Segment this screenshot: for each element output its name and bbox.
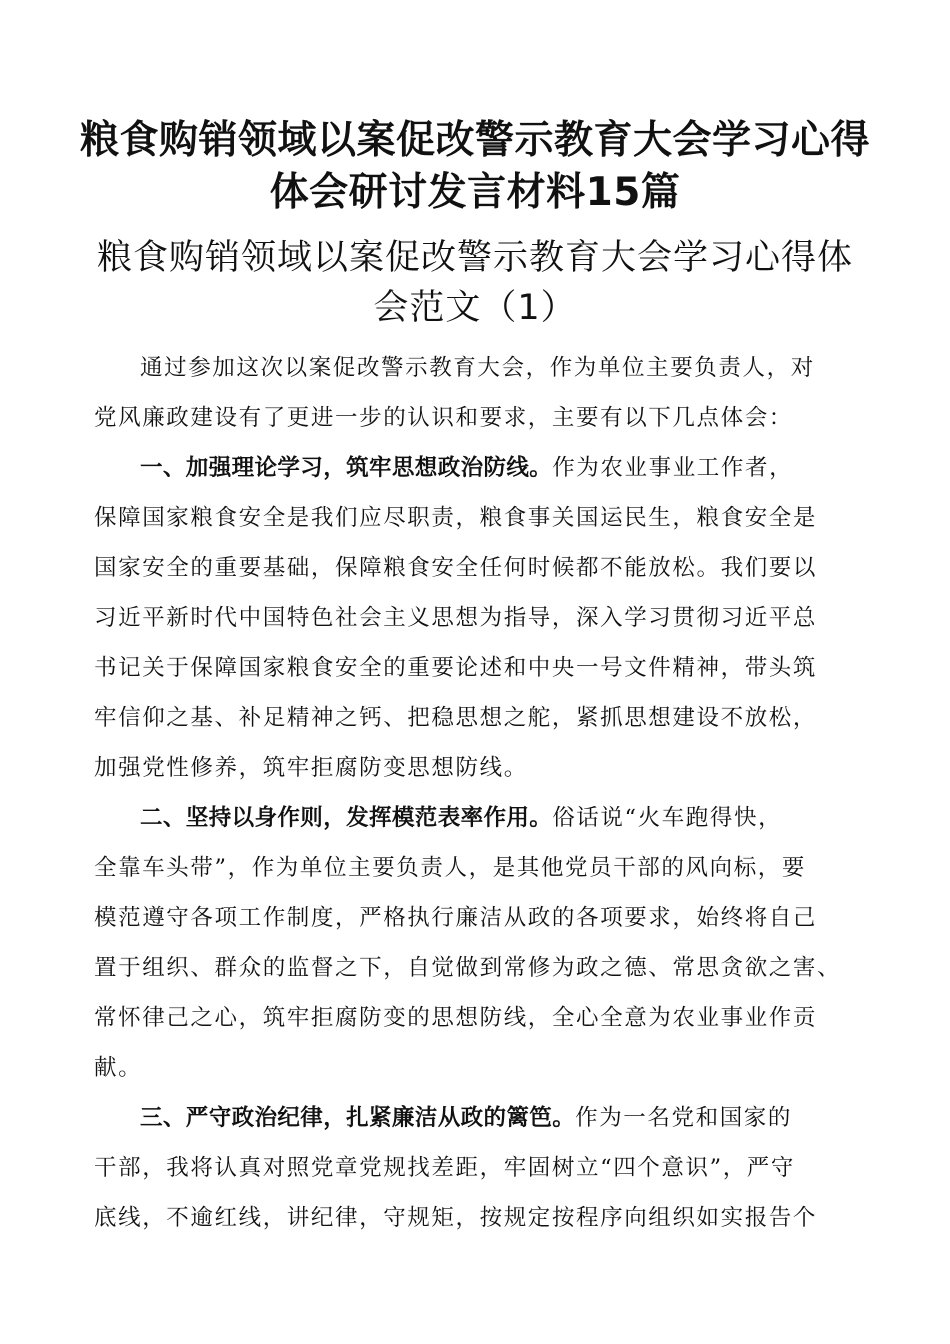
- point1-line-1: [140, 453, 884, 483]
- point2-line-6: 献。: [94, 1055, 143, 1081]
- point1-line-6: 牢信仰之基、补足精神之钙、把稳思想之舵，紧抓思想建设不放松，: [94, 705, 818, 731]
- point3-line-3: 底线，不逾红线，讲纪律，守规矩，按规定按程序向组织如实报告个: [94, 1205, 818, 1231]
- point1-line-2: 保障国家粮食安全是我们应尽职责，粮食事关国运民生，粮食安全是: [94, 505, 818, 531]
- point1-line-1-text: 作为农业事业工作者，: [552, 455, 794, 481]
- intro-line-2: 党风廉政建设有了更进一步的认识和要求，主要有以下几点体会：: [94, 405, 793, 431]
- point1-line-7: 加强党性修养，筑牢拒腐防变思想防线。: [94, 755, 528, 781]
- point2-line-5: 常怀律己之心，筑牢拒腐防变的思想防线，全心全意为农业事业作贡: [94, 1005, 818, 1031]
- point2-heading: 二、坚持以身作则，发挥模范表率作用。: [140, 805, 553, 831]
- point2-line-1-text: 俗话说“火车跑得快，: [552, 805, 783, 831]
- point2-line-1: [140, 803, 884, 833]
- subtitle-line-2: 会范文（1）: [373, 288, 577, 328]
- intro-line-1: 通过参加这次以案促改警示教育大会，作为单位主要负责人，对: [140, 355, 815, 381]
- point2-line-3: 模范遵守各项工作制度，严格执行廉洁从政的各项要求，始终将自己: [94, 905, 818, 931]
- point3-line-2: 干部，我将认真对照党章党规找差距，牢固树立“四个意识”，严守: [94, 1155, 796, 1181]
- point3-line-1-text: 作为一名党和国家的: [575, 1105, 793, 1131]
- point1-line-5: 书记关于保障国家粮食安全的重要论述和中央一号文件精神，带头筑: [94, 655, 818, 681]
- point1-heading: 一、加强理论学习，筑牢思想政治防线。: [140, 455, 553, 481]
- point3-line-1: [140, 1103, 884, 1133]
- main-title-line-2: 体会研讨发言材料15篇: [269, 170, 681, 215]
- point3-heading: 三、严守政治纪律，扎紧廉洁从政的篱笆。: [140, 1105, 576, 1131]
- subtitle-line-1: 粮食购销领域以案促改警示教育大会学习心得体: [96, 238, 853, 278]
- point1-line-3: 国家安全的重要基础，保障粮食安全任何时候都不能放松。我们要以: [94, 555, 818, 581]
- main-title-line-1: 粮食购销领域以案促改警示教育大会学习心得: [79, 118, 870, 163]
- point2-line-2: 全靠车头带”，作为单位主要负责人，是其他党员干部的风向标，要: [94, 855, 807, 881]
- point2-line-4: 置于组织、群众的监督之下，自觉做到常修为政之德、常思贪欲之害、: [94, 955, 842, 981]
- point1-line-4: 习近平新时代中国特色社会主义思想为指导，深入学习贯彻习近平总: [94, 605, 818, 631]
